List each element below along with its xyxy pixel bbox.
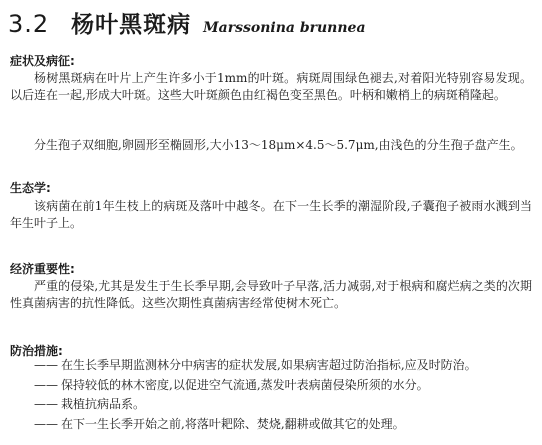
dash-marker: —— — [34, 358, 58, 372]
control-item-text: 栽植抗病品系。 — [61, 397, 146, 411]
control-item-text: 保持较低的林木密度,以促进空气流通,蒸发叶表病菌侵染所须的水分。 — [61, 377, 429, 392]
dash-marker: —— — [34, 416, 58, 431]
ecology-paragraph: 该病菌在前1年生枝上的病斑及落叶中越冬。在下一生长季的潮湿阶段,子囊孢子被雨水溅到当年生叶子上。 — [10, 199, 532, 230]
control-item-text: 在下一生长季开始之前,将落叶耙除、焚烧,翻耕或做其它的处理。 — [61, 416, 405, 431]
disease-name: 杨叶黑斑病 — [71, 12, 192, 38]
list-item — [34, 415, 534, 435]
symptoms-heading: 症状及病征: — [10, 54, 75, 68]
symptoms-paragraph-2: 分生孢子双细胞,卵圆形至椭圆形,大小13～18μm×4.5～5.7μm,由浅色的分生孢子盘产生。 — [34, 138, 523, 152]
importance-heading: 经济重要性: — [10, 262, 75, 276]
control-item-text: 在生长季早期监测林分中病害的症状发展,如果病害超过防治指标,应及时防治。 — [61, 358, 477, 372]
control-measures-list — [34, 356, 534, 434]
symptoms-paragraph-1: 杨树黑斑病在叶片上产生许多小于1mm的叶斑。病斑周围绿色褪去,对着阳光特别容易发现。以后连在一起,形成大叶斑。这些大叶斑颜色由红褐色变至黑色。叶柄和嫩梢上的病斑稍隆起。 — [10, 71, 532, 102]
list-item — [34, 376, 534, 396]
importance-paragraph: 严重的侵染,尤其是发生于生长季早期,会导致叶子早落,活力减弱,对于根病和腐烂病之类的次期性真菌病害的抗性降低。这些次期性真菌病害经常使树木死亡。 — [10, 279, 532, 310]
section-number: 3.2 — [8, 10, 50, 38]
list-item — [34, 356, 534, 376]
dash-marker: —— — [34, 377, 58, 392]
section-title — [8, 6, 366, 40]
control-heading: 防治措施: — [10, 344, 63, 358]
list-item — [34, 395, 534, 415]
ecology-heading: 生态学: — [10, 181, 51, 195]
dash-marker: —— — [34, 397, 58, 411]
pathogen-latin-name: Marssonina brunnea — [203, 20, 366, 36]
